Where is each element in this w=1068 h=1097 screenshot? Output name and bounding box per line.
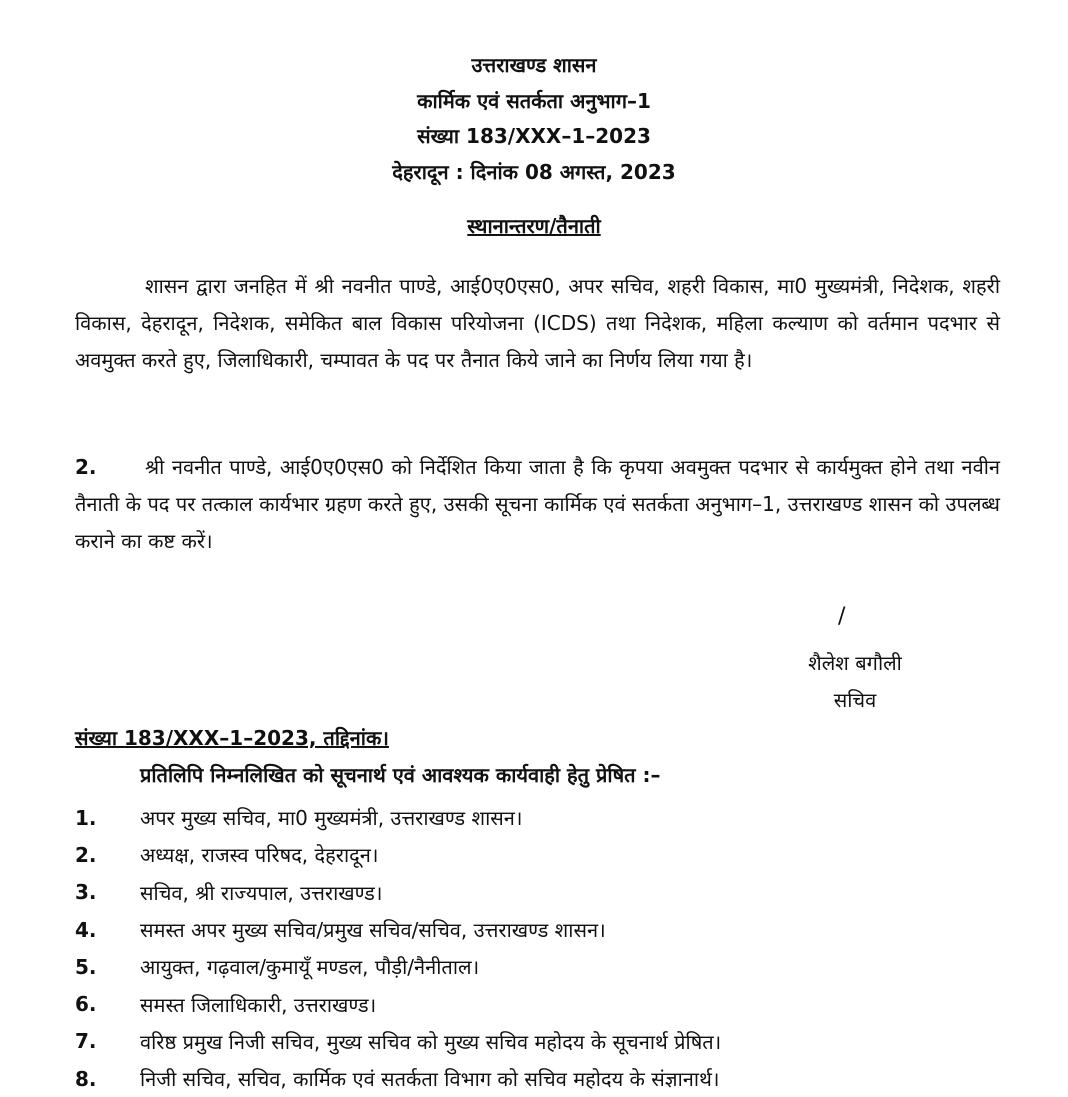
list-item <box>75 1060 1035 1097</box>
list-item-number: 1. <box>75 805 97 830</box>
department-name: कार्मिक एवं सतर्कता अनुभाग–1 <box>417 88 651 113</box>
list-item-text: अध्यक्ष, राजस्व परिषद, देहरादून। <box>140 843 379 868</box>
list-item-number: 7. <box>75 1029 97 1054</box>
signature-block <box>780 645 930 719</box>
list-item-number: 8. <box>75 1066 97 1091</box>
signature-mark: / <box>838 604 846 629</box>
subject-heading <box>0 212 1068 239</box>
list-item-number: 2. <box>75 842 97 867</box>
list-item-number: 4. <box>75 917 97 942</box>
list-item-text: आयुक्त, गढ़वाल/कुमायूँ मण्डल, पौड़ी/नैनीताल। <box>140 955 480 980</box>
paragraph-1: शासन द्वारा जनहित में श्री नवनीत पाण्डे, आई0ए0एस0, अपर सचिव, शहरी विकास, मा0 मुख्यमंत्री, निदेशक, शहरी विकास, देहरादून, निदेशक, समेकित बाल विकास परियोजना (ICDS) तथा निदेशक, महिला कल्याण को वर्तमान पदभार से अवमुक्त करते हुए, जिलाधिकारी, चम्पावत के पद पर तैनात किये जाने का निर्णय लिया गया है। <box>75 274 1000 372</box>
order-date: देहरादून : दिनांक 08 अगस्त, 2023 <box>392 159 676 184</box>
list-item-text: समस्त अपर मुख्य सचिव/प्रमुख सचिव/सचिव, उत्तराखण्ड शासन। <box>140 918 606 943</box>
list-item-number: 3. <box>75 880 97 905</box>
list-item-number: 6. <box>75 992 97 1017</box>
subject-text: स्थानान्तरण/तैनाती <box>467 214 601 238</box>
list-item-text: निजी सचिव, सचिव, कार्मिक एवं सतर्कता विभाग को सचिव महोदय के संज्ञानार्थ। <box>140 1067 720 1092</box>
signatory-designation: सचिव <box>833 688 877 712</box>
list-item-text: समस्त जिलाधिकारी, उत्तराखण्ड। <box>140 992 377 1017</box>
order-number: संख्या 183/XXX–1–2023 <box>417 124 651 148</box>
list-item-text: अपर मुख्य सचिव, मा0 मुख्यमंत्री, उत्तराखण्ड शासन। <box>140 806 523 831</box>
paragraph-number: 2. <box>75 455 97 479</box>
list-item <box>75 799 1035 836</box>
list-item <box>75 836 1035 873</box>
list-item <box>75 1023 1035 1060</box>
government-name: उत्तराखण्ड शासन <box>471 53 597 77</box>
paragraph-2 <box>75 449 1000 559</box>
copy-intro: प्रतिलिपि निम्नलिखित को सूचनार्थ एवं आवश्यक कार्यवाही हेतु प्रेषित :– <box>140 763 661 787</box>
list-item <box>75 874 1035 911</box>
list-item <box>75 948 1035 985</box>
list-item-text: वरिष्ठ प्रमुख निजी सचिव, मुख्य सचिव को मुख्य सचिव महोदय के सूचनार्थ प्रेषित। <box>140 1029 722 1054</box>
list-item-number: 5. <box>75 954 97 979</box>
reference-number: संख्या 183/XXX–1–2023, तद्दिनांक। <box>75 726 389 750</box>
list-item <box>75 911 1035 948</box>
paragraph-2-text: श्री नवनीत पाण्डे, आई0ए0एस0 को निर्देशित किया जाता है कि कृपया अवमुक्त पदभार से कार्यमुक्त होने तथा नवीन तैनाती के पद पर तत्काल कार्यभार ग्रहण करते हुए, उसकी सूचना कार्मिक एवं सतर्कता अनुभाग–1, उत्तराखण्ड शासन को उपलब्ध कराने का कष्ट करें। <box>75 455 1000 553</box>
document-header <box>0 48 1068 190</box>
list-item-text: सचिव, श्री राज्यपाल, उत्तराखण्ड। <box>140 880 383 905</box>
copy-list <box>75 799 1035 1097</box>
signatory-name: शैलेश बगौली <box>808 651 902 675</box>
list-item <box>75 985 1035 1022</box>
